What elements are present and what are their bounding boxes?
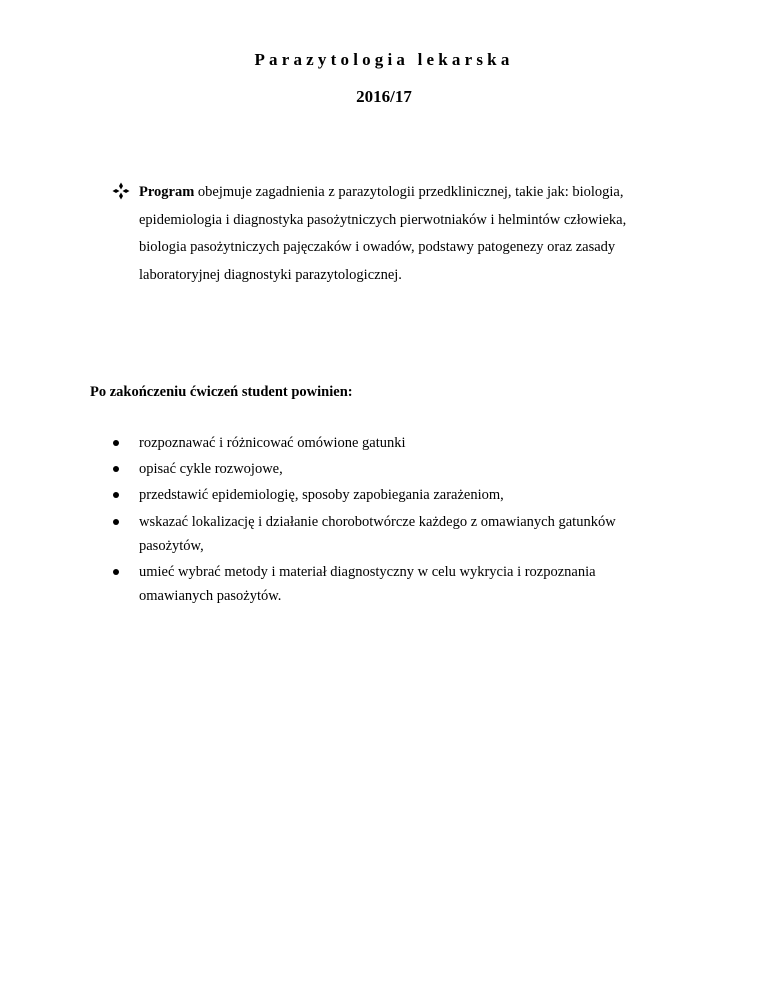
list-item [112,560,672,608]
academic-year: 2016/17 [356,87,412,106]
list-item [112,457,672,481]
program-text-line-2: epidemiologia i diagnostyka pasożytniczych pierwotniaków i helmintów człowieka, [139,211,627,228]
list-item-text-continued: omawianych pasożytów. [139,588,282,605]
list-item-text: wskazać lokalizację i działanie chorobotwórcze każdego z omawianych gatunków [139,513,616,530]
diamond-dots-icon [112,182,130,200]
list-item-text-continued: pasożytów, [139,537,204,554]
program-lead: Program [139,184,195,200]
bullet-icon [113,440,119,446]
list-item-text: rozpoznawać i różnicować omówione gatunki [139,435,406,451]
list-item-text: umieć wybrać metody i materiał diagnostyczny w celu wykrycia i rozpoznania [139,564,596,581]
outcomes-heading: Po zakończeniu ćwiczeń student powinien: [90,384,353,400]
program-text-line-3: biologia pasożytniczych pajęczaków i owadów, podstawy patogenezy oraz zasady [139,239,616,255]
list-item [112,431,672,455]
list-item [112,483,672,507]
list-item-text: przedstawić epidemiologię, sposoby zapobiegania zarażeniom, [139,487,504,504]
bullet-icon [113,466,119,472]
program-text-line-4: laboratoryjnej diagnostyki parazytologicznej. [139,266,402,283]
list-item-text: opisać cykle rozwojowe, [139,461,283,478]
bullet-icon [113,492,119,498]
bullet-icon [113,569,119,575]
list-item [112,510,672,558]
program-description [139,179,699,289]
document-title: Parazytologia lekarska [254,50,514,69]
program-text-line-1: obejmuje zagadnienia z parazytologii przedklinicznej, takie jak: biologia, [194,184,624,200]
outcomes-list [112,431,672,608]
bullet-icon [113,519,119,525]
